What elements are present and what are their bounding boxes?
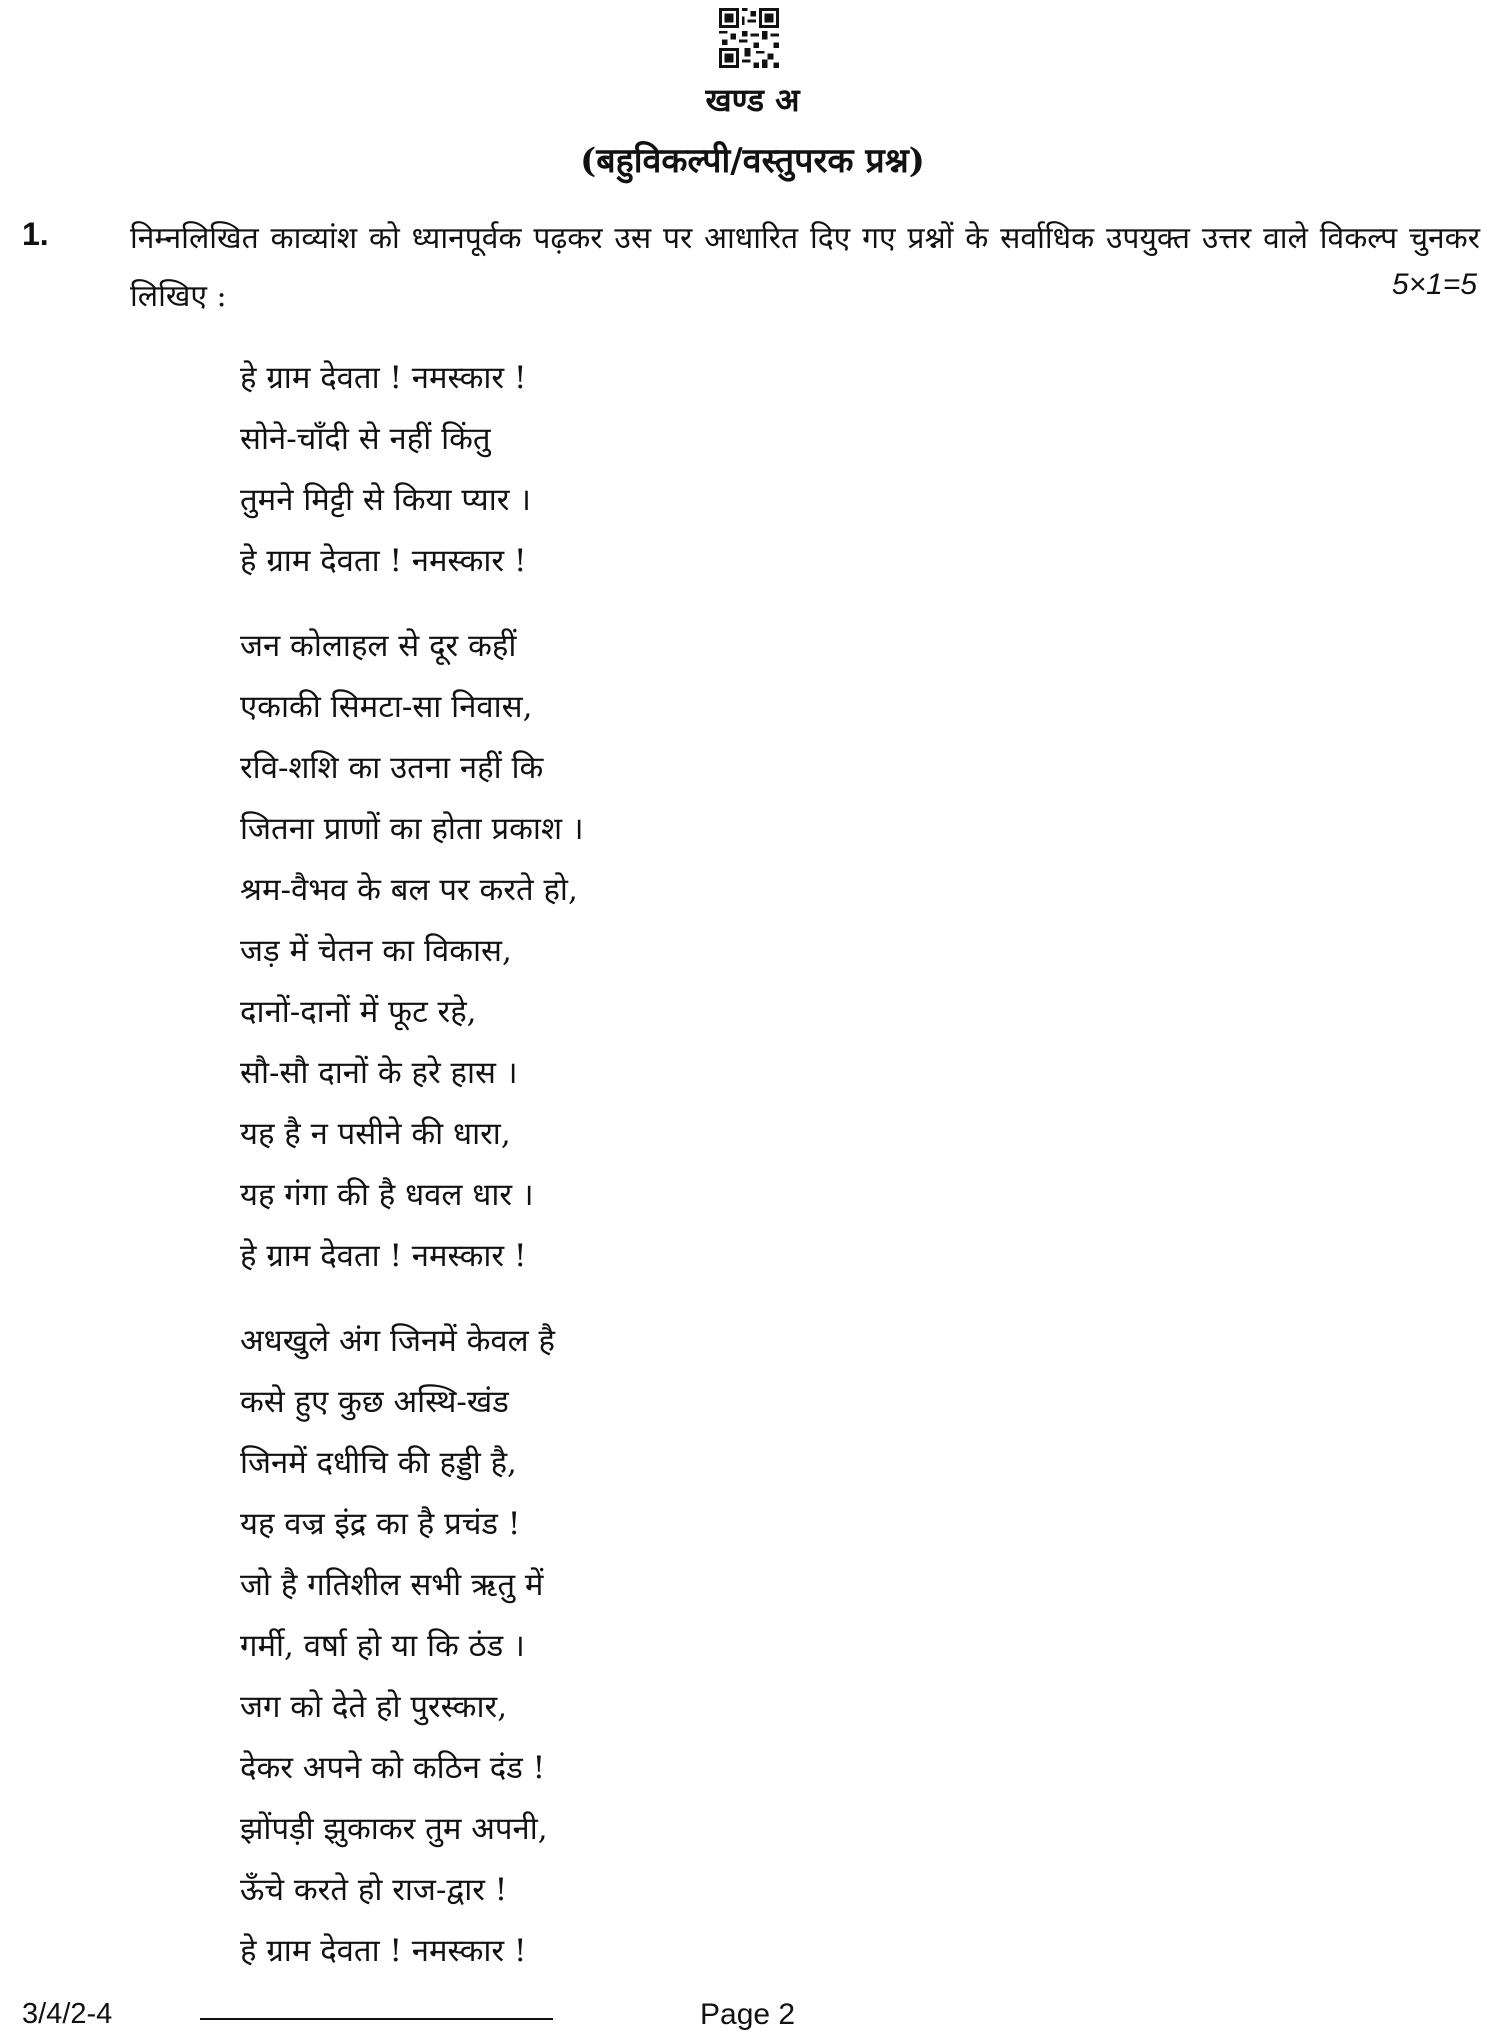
poem-stanza [240,1311,584,1982]
poem-line: हे ग्राम देवता ! नमस्कार ! [240,1933,527,1969]
question-number: 1. [22,216,49,252]
poem-line: रवि-शशि का उतना नहीं कि [240,750,544,786]
poem-line: ऊँचे करते हो राज-द्वार ! [240,1872,508,1908]
poem-line: हे ग्राम देवता ! नमस्कार ! [240,1238,527,1274]
poem-line: जितना प्राणों का होता प्रकाश । [240,811,584,847]
poem-line: अधखुले अंग जिनमें केवल है [240,1323,555,1359]
paper-code: 3/4/2-4 [22,1998,113,2030]
section-title: खण्ड अ [705,81,800,119]
poem-line: जग को देते हो पुरस्कार, [240,1689,508,1725]
poem-line: जड़ में चेतन का विकास, [240,933,512,969]
poem-line: जिनमें दधीचि की हड्डी है, [240,1445,517,1481]
poem-line: सौ-सौ दानों के हरे हास । [240,1055,518,1091]
poem-line: झोंपड़ी झुकाकर तुम अपनी, [240,1811,548,1847]
poem-stanza [240,348,584,592]
poem-line: हे ग्राम देवता ! नमस्कार ! [240,360,527,396]
poem-line: जो है गतिशील सभी ऋतु में [240,1567,544,1603]
poem-line: दानों-दानों में फूट रहे, [240,994,477,1030]
footer-divider [200,2018,553,2020]
poem-line: हे ग्राम देवता ! नमस्कार ! [240,543,527,579]
poem-line: श्रम-वैभव के बल पर करते हो, [240,872,578,908]
poem-line: सोने-चाँदी से नहीं किंतु [240,421,491,457]
poem-stanza [240,616,584,1287]
poem-line: देकर अपने को कठिन दंड ! [240,1750,546,1786]
poem-line: जन कोलाहल से दूर कहीं [240,628,517,664]
section-subtitle: (बहुविकल्पी/वस्तुपरक प्रश्न) [580,141,925,181]
poem-line: तुमने मिट्टी से किया प्यार । [240,482,532,518]
poem-line: यह गंगा की है धवल धार । [240,1177,534,1213]
poem-line: यह वज्र इंद्र का है प्रचंड ! [240,1506,521,1542]
page-number: Page 2 [700,1998,796,2031]
poem-line: यह है न पसीने की धारा, [240,1116,511,1152]
qr-code-icon [719,8,779,68]
poem [240,348,584,2006]
poem-line: एकाकी सिमटा-सा निवास, [240,689,533,725]
question-marks: 5×1=5 [1391,268,1477,301]
poem-line: गर्मी, वर्षा हो या कि ठंड । [240,1628,525,1664]
poem-line: कसे हुए कुछ अस्थि-खंड [240,1384,509,1420]
question-instruction: निम्नलिखित काव्यांश को ध्यानपूर्वक पढ़कर उस पर आधारित दिए गए प्रश्नों के सर्वाधिक उपयुक्त उत्तर वाले विकल्प चुनकर लिखिए : [130,221,1480,314]
